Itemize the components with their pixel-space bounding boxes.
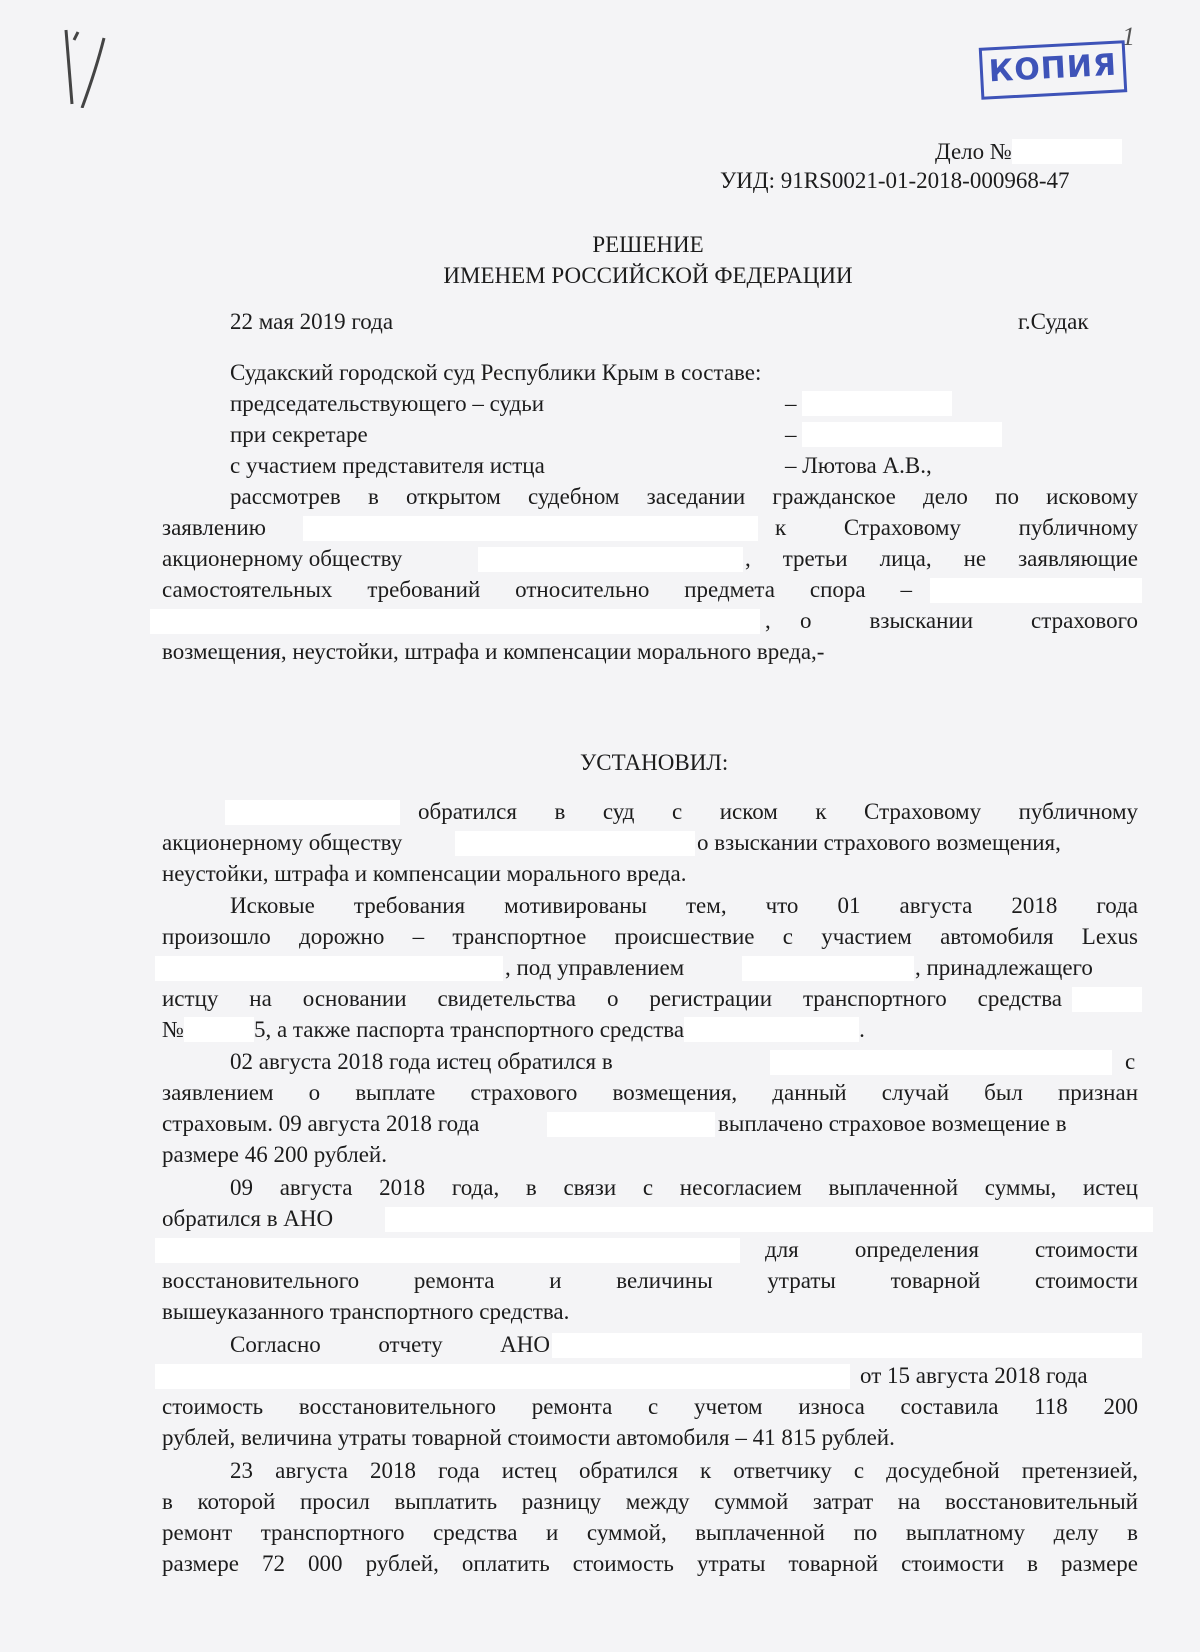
body-line: истцу на основании свидетельства о регистрации транспортного средства: [162, 986, 1062, 1011]
redaction-block: [385, 1207, 1153, 1232]
redaction-block: [155, 1364, 850, 1389]
body-line: 02 августа 2018 года истец обратился в: [230, 1049, 613, 1074]
handwritten-mark-icon: [58, 24, 110, 108]
body-line: обратился в АНО: [162, 1206, 334, 1231]
intro-line: самостоятельных требований относительно предмета спора –: [162, 577, 912, 602]
redaction-block: [155, 956, 503, 981]
document-subtitle: ИМЕНЕМ РОССИЙСКОЙ ФЕДЕРАЦИИ: [443, 263, 853, 288]
intro-line: заявлению: [162, 515, 266, 540]
redaction-block: [802, 391, 952, 416]
section-heading: УСТАНОВИЛ:: [580, 750, 729, 775]
body-line: 23 августа 2018 года истец обратился к ответчику с досудебной претензией,: [230, 1458, 1138, 1483]
redaction-block: [1012, 139, 1122, 164]
body-line: с: [1125, 1049, 1136, 1074]
body-line: от 15 августа 2018 года: [860, 1363, 1088, 1388]
body-line: в которой просил выплатить разницу между суммой затрат на восстановительный: [162, 1489, 1138, 1514]
redaction-block: [1072, 987, 1142, 1012]
redaction-block: [155, 1238, 740, 1263]
intro-line: акционерному обществу: [162, 546, 403, 571]
body-line: рублей, величина утраты товарной стоимости автомобиля – 41 815 рублей.: [162, 1425, 895, 1450]
copy-stamp: КОПИЯ: [979, 40, 1128, 100]
composition-role: с участием представителя истца: [230, 453, 545, 478]
composition-name: –: [785, 389, 952, 419]
document-title: РЕШЕНИЕ: [592, 232, 704, 257]
body-line: № 5, а также паспорта транспортного средства .: [162, 1017, 865, 1042]
redaction-block: [547, 1112, 715, 1137]
handwritten-page-number: 1: [1122, 22, 1135, 51]
body-line: произошло дорожно – транспортное происшествие с участием автомобиля Lexus: [162, 924, 1138, 949]
body-line: обратился в суд с иском к Страховому публичному: [418, 799, 1138, 824]
intro-line: возмещения, неустойки, штрафа и компенсации морального вреда,-: [162, 639, 825, 664]
intro-line: о взыскании страхового: [800, 608, 1138, 633]
intro-line: к Страховому публичному: [775, 515, 1138, 540]
body-line: , принадлежащего: [915, 955, 1093, 980]
body-line: неустойки, штрафа и компенсации морального вреда.: [162, 861, 687, 886]
body-line: размере 46 200 рублей.: [162, 1142, 387, 1167]
composition-name: – Лютова А.В.,: [785, 453, 932, 478]
body-line: стоимость восстановительного ремонта с учетом износа составила 118 200: [162, 1394, 1138, 1419]
redaction-block: [150, 609, 760, 634]
intro-line: ,: [765, 608, 771, 633]
redaction-block: [552, 1333, 1142, 1358]
redaction-block: [802, 422, 1002, 447]
intro-line: , третьи лица, не заявляющие: [745, 546, 1138, 571]
redaction-block: [770, 1050, 1112, 1075]
redaction-block: [303, 516, 758, 541]
decision-date: 22 мая 2019 года: [230, 309, 394, 334]
body-line: ремонт транспортного средства и суммой, выплаченной по выплатному делу в: [162, 1520, 1138, 1545]
body-line: 09 августа 2018 года, в связи с несогласием выплаченной суммы, истец: [230, 1175, 1138, 1200]
redaction-block: [184, 1017, 254, 1042]
body-line: заявлением о выплате страхового возмещения, данный случай был признан: [162, 1080, 1138, 1105]
body-line: размере 72 000 рублей, оплатить стоимость утраты товарной стоимости в размере: [162, 1551, 1138, 1576]
redaction-block: [742, 956, 914, 981]
body-line: для определения стоимости: [765, 1237, 1138, 1262]
composition-role: при секретаре: [230, 422, 368, 447]
body-line: Согласно отчету АНО: [230, 1332, 550, 1357]
redaction-block: [684, 1017, 859, 1042]
body-line: выплачено страховое возмещение в: [718, 1111, 1067, 1136]
composition-name: –: [785, 420, 1002, 450]
redaction-block: [478, 547, 743, 572]
body-line: восстановительного ремонта и величины утраты товарной стоимости: [162, 1268, 1138, 1293]
body-line: о взыскании страхового возмещения,: [697, 830, 1061, 855]
composition-role: председательствующего – судьи: [230, 391, 545, 416]
body-line: , под управлением: [505, 955, 685, 980]
case-number-line: [935, 137, 1122, 167]
intro-line: рассмотрев в открытом судебном заседании гражданское дело по исковому: [230, 484, 1138, 509]
decision-city: г.Судак: [1018, 309, 1089, 334]
body-line: страховым. 09 августа 2018 года: [162, 1111, 480, 1136]
body-line: акционерному обществу: [162, 830, 403, 855]
uid-line: УИД: 91RS0021-01-2018-000968-47: [720, 168, 1070, 193]
body-line: вышеуказанного транспортного средства.: [162, 1299, 570, 1324]
redaction-block: [930, 578, 1142, 603]
redaction-block: [225, 800, 400, 825]
redaction-block: [455, 831, 695, 856]
body-line: Исковые требования мотивированы тем, что 01 августа 2018 года: [230, 893, 1138, 918]
court-composition: Судакский городской суд Республики Крым в составе:: [230, 360, 762, 385]
case-number-label: Дело №: [935, 139, 1012, 164]
